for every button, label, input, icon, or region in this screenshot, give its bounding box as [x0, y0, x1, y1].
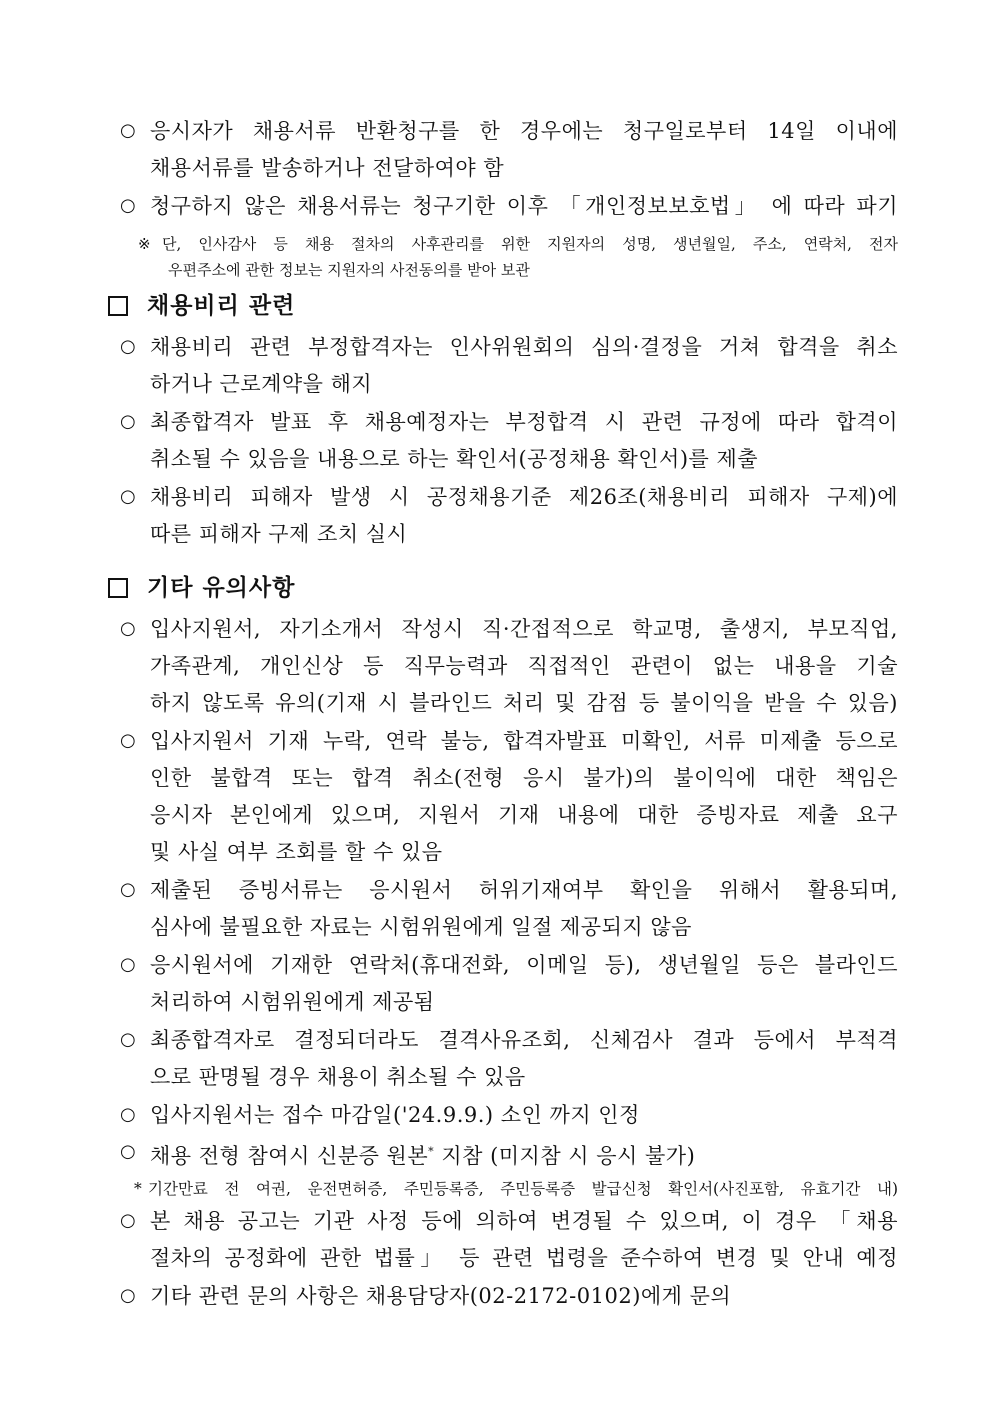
circle-bullet-icon: ○: [120, 336, 136, 357]
square-bullet-icon: [108, 296, 128, 316]
reference-mark-icon: ※: [138, 235, 151, 253]
asterisk-icon: *: [134, 1180, 142, 1198]
circle-bullet-icon: ○: [120, 1210, 136, 1231]
circle-bullet-icon: ○: [120, 730, 136, 751]
id-requirement-text: 채용 전형 참여시 신분증 원본* 지참 (미지참 시 응시 불가): [150, 1144, 696, 1168]
circle-bullet-icon: ○: [120, 618, 136, 639]
square-bullet-icon: [108, 578, 128, 598]
circle-bullet-icon: ○: [120, 195, 136, 216]
circle-bullet-icon: ○: [120, 1141, 136, 1162]
circle-bullet-icon: ○: [120, 486, 136, 507]
circle-bullet-icon: ○: [120, 411, 136, 432]
circle-bullet-icon: ○: [120, 954, 136, 975]
circle-bullet-icon: ○: [120, 1029, 136, 1050]
circle-bullet-icon: ○: [120, 1285, 136, 1306]
document-page: ○ 응시자가 채용서류 반환청구를 한 경우에는 청구일로부터 14일 이내에 채용서류를 발송하거나 전달하여야 함 ○ 청구하지 않은 채용서류는 청구기한 이후 「개인정보보호법」 에 따라 파기 ※ 단, 인사감사 등 채용 절차의 사후관리를 위한 지원자의 성명, 생년월일, 주소, 연락처, 전자 우편주소에 관한 정보는 지원자의 사전동의를 받아 보관 채용비리 관련 ○ 채용비리 관련 부정합격자는 인사위원회의 심의·결정을 거쳐 합격을 취소 하거나 근로계약을 해지 ○ 최종합격자 발표 후 채용예정자는 부정합격 시 관련 규정에 따라 합격이 취소될 수 있음을 내용으로 하는 확인서(공정채용 확인서)를 제출 ○ 채용비리 피해자 발생 시 공정채용기준 제26조(채용비리 피해자 구제)에 따른 피해자 구제 조치 실시 기타 유의사항 ○ 입사지원서, 자기소개서 작성시 직·간접적으로 학교명, 출생지, 부모직업, 가족관계, 개인신상 등 직무능력과 직접적인 관련이 없는 내용을 기술 하지 않도록 유의(기재 시 블라인드 처리 및 감점 등 불이익을 받을 수 있음) ○ 입사지원서 기재 누락, 연락 불능, 합격자발표 미확인, 서류 미제출 등으로 인한 불합격 또는 합격 취소(전형 응시 불가)의 불이익에 대한 책임은 응시자 본인에게 있으며, 지원서 기재 내용에 대한 증빙자료 제출 요구 및 사실 여부 조회를 할 수 있음 ○ 제출된 증빙서류는 응시원서 허위기재여부 확인을 위해서 활용되며, 심사에 불필요한 자료는 시험위원에게 일절 제공되지 않음 ○ 응시원서에 기재한 연락처(휴대전화, 이메일 등), 생년월일 등은 블라인드 처리하여 시험위원에게 제공됨 ○ 최종합격자로 결정되더라도 결격사유조회, 신체검사 결과 등에서 부적격 으로 판명될 경우 채용이 취소될 수 있음 ○ 입사지원서는 접수 마감일('24.9.9.) 소인 까지 인정 ○ 채용 전형 참여시 신분증 원본* 지참 (미지참 시 응시 불가) * 기간만료 전 여권, 운전면허증, 주민등록증, 주민등록증 발급신청 확인서(사진포함, 유효기간 내) ○ 본 채용 공고는 기관 사정 등에 의하여 변경될 수 있으며, 이 경우 「채용 절차의 공정화에 관한 법률」 등 관련 법령을 준수하여 변경 및 안내 예정 ○ 기타 관련 문의 사항은 채용담당자(02-2172-0102)에게 문의: [0, 0, 992, 1403]
circle-bullet-icon: ○: [120, 1104, 136, 1125]
circle-bullet-icon: ○: [120, 879, 136, 900]
footnote-marker: *: [428, 1145, 435, 1158]
circle-bullet-icon: ○: [120, 120, 136, 141]
